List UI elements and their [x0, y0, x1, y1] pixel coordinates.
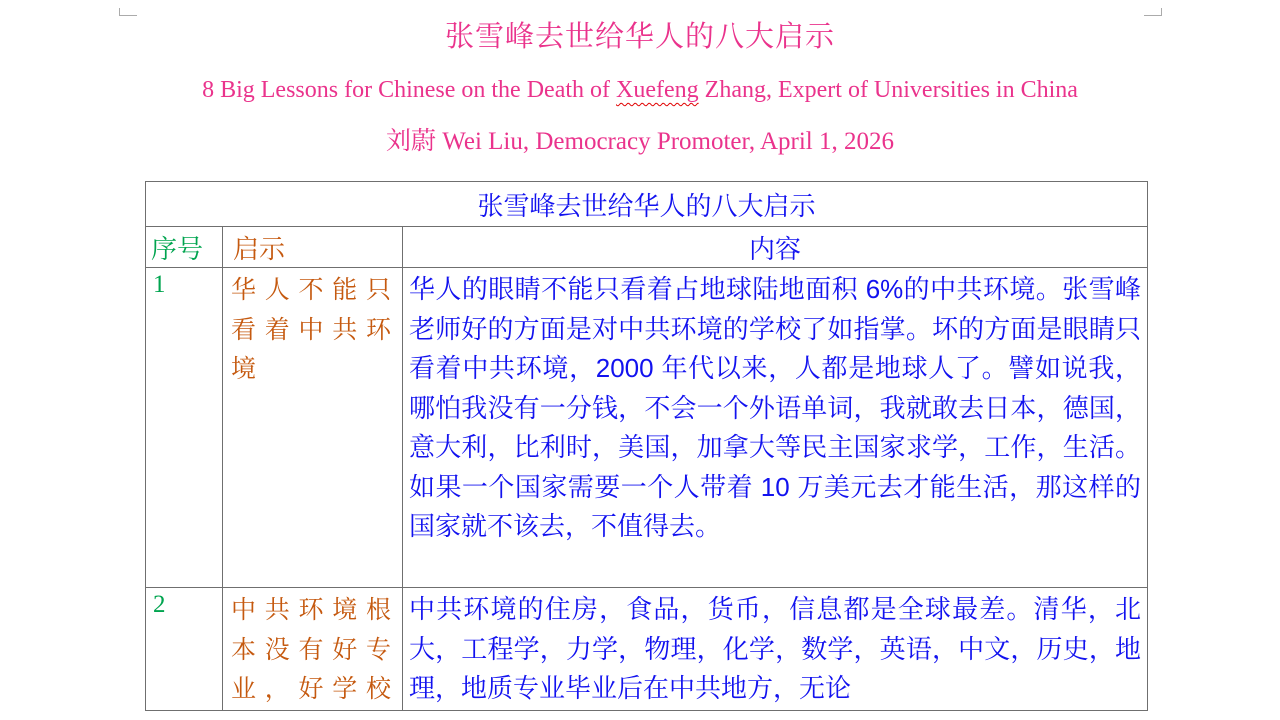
page-title: 张雪峰去世给华人的八大启示	[444, 21, 835, 53]
column-header-content: 内容	[403, 227, 1148, 268]
row-2-lesson: 中共环境根本没有好专业，好学校	[223, 588, 403, 711]
subtitle-segment-after: Zhang, Expert of Universities in China	[698, 77, 1078, 103]
row-2-content: 中共环境的住房，食品，货币，信息都是全球最差。清华，北大，工程学，力学，物理，化学，数学，英语，中文，历史，地理，地质专业毕业后在中共地方，无论	[403, 588, 1148, 711]
subtitle-segment-before: 8 Big Lessons for Chinese on the Death of	[202, 77, 617, 103]
row-2-number: 2	[146, 588, 223, 711]
table-caption: 张雪峰去世给华人的八大启示	[146, 182, 1148, 227]
table-row-1	[146, 268, 1148, 588]
subtitle-english	[0, 77, 1280, 104]
misspelled-word: Xuefeng	[616, 77, 699, 103]
column-header-number: 序号	[146, 227, 223, 268]
table-row-2	[146, 588, 1148, 711]
row-1-number: 1	[146, 268, 223, 588]
lessons-table	[145, 181, 1148, 711]
byline: 刘蔚 Wei Liu, Democracy Promoter, April 1, 2026	[386, 128, 894, 155]
column-header-lesson: 启示	[223, 227, 403, 268]
table-caption-row	[146, 182, 1148, 227]
row-1-content: 华人的眼睛不能只看着占地球陆地面积 6%的中共环境。张雪峰老师好的方面是对中共环境的学校了如指掌。坏的方面是眼睛只看着中共环境，2000 年代以来，人都是地球人了。譬如说我，哪怕我没有一分钱，不会一个外语单词，我就敢去日本，德国，意大利，比利时，美国，加拿大等民主国家求学，工作，生活。如果一个国家需要一个人带着 10 万美元去才能生活，那这样的国家就不该去，不值得去。	[403, 268, 1148, 588]
table-header-row	[146, 227, 1148, 268]
row-1-lesson: 华人不能只看着中共环境	[223, 268, 403, 588]
